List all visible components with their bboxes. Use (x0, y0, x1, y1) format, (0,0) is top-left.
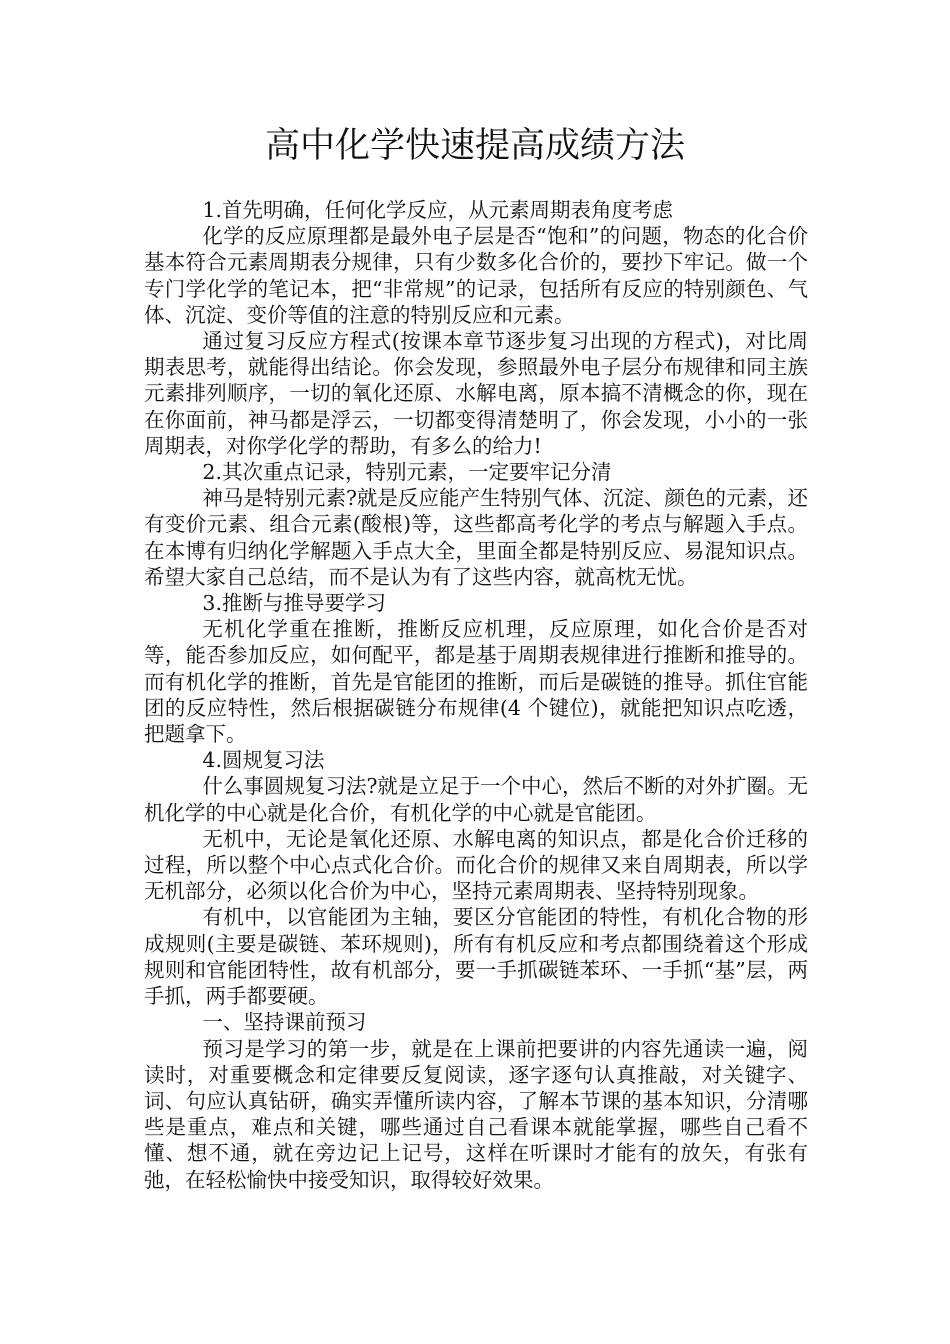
paragraph: 预习是学习的第一步，就是在上课前把要讲的内容先通读一遍，阅读时，对重要概念和定律要反复阅读，逐字逐句认真推敲，对关键字、词、句应认真钻研，确实弄懂所读内容，了解本节课的基本知识，分清哪些是重点，难点和关键，哪些通过自己看课本就能掌握，哪些自己看不懂、想不通，就在旁边记上记号，这样在听课时才能有的放矢，有张有弛，在轻松愉快中接受知识，取得较好效果。 (144, 1036, 808, 1192)
paragraph: 神马是特别元素?就是反应能产生特别气体、沉淀、颜色的元素，还有变价元素、组合元素(酸根)等，这些都高考化学的考点与解题入手点。在本博有归纳化学解题入手点大全，里面全都是特别反应、易混知识点。希望大家自己总结，而不是认为有了这些内容，就高枕无忧。 (144, 486, 808, 589)
paragraph: 通过复习反应方程式(按课本章节逐步复习出现的方程式)，对比周期表思考，就能得出结论。你会发现，参照最外电子层分布规律和同主族元素排列顺序，一切的氧化还原、水解电离，原本搞不清概念的你，现在在你面前，神马都是浮云，一切都变得清楚明了，你会发现，小小的一张周期表，对你学化学的帮助，有多么的给力! (144, 329, 808, 458)
paragraph: 无机中，无论是氧化还原、水解电离的知识点，都是化合价迁移的过程，所以整个中心点式化合价。而化合价的规律又来自周期表，所以学无机部分，必须以化合价为中心，坚持元素周期表、坚持特别现象。 (144, 826, 808, 904)
paragraph: 化学的反应原理都是最外电子层是否“饱和”的问题，物态的化合价基本符合元素周期表分规律，只有少数多化合价的，要抄下牢记。做一个专门学化学的笔记本，把“非常规”的记录，包括所有反应的特别颜色、气体、沉淀、变价等值的注意的特别反应和元素。 (144, 224, 808, 327)
paragraph: 有机中，以官能团为主轴，要区分官能团的特性，有机化合物的形成规则(主要是碳链、苯环规则)，所有有机反应和考点都围绕着这个形成规则和官能团特性，故有机部分，要一手抓碳链苯环、一手抓“基”层，两手抓，两手都要硬。 (144, 905, 808, 1009)
paragraph-heading-1: 1.首先明确，任何化学反应，从元素周期表角度考虑 (202, 198, 673, 222)
paragraph-heading-2: 2.其次重点记录，特别元素，一定要牢记分清 (202, 460, 612, 485)
paragraph-heading-3: 3.推断与推导要学习 (202, 591, 386, 616)
document-body (144, 197, 808, 1193)
paragraph: 什么事圆规复习法?就是立足于一个中心，然后不断的对外扩圈。无机化学的中心就是化合价，有机化学的中心就是官能团。 (144, 774, 808, 825)
paragraph: 无机化学重在推断，推断反应机理，反应原理，如化合价是否对等，能否参加反应，如何配平，都是基于周期表规律进行推断和推导的。而有机化学的推断，首先是官能团的推断，而后是碳链的推导。抓住官能团的反应特性，然后根据碳链分布规律(4 个键位)，就能把知识点吃透，把题拿下。 (144, 617, 808, 747)
paragraph-heading-4: 4.圆规复习法 (202, 748, 325, 773)
document-title: 高中化学快速提高成绩方法 (264, 126, 685, 166)
section-heading-1: 一、坚持课前预习 (202, 1010, 367, 1035)
